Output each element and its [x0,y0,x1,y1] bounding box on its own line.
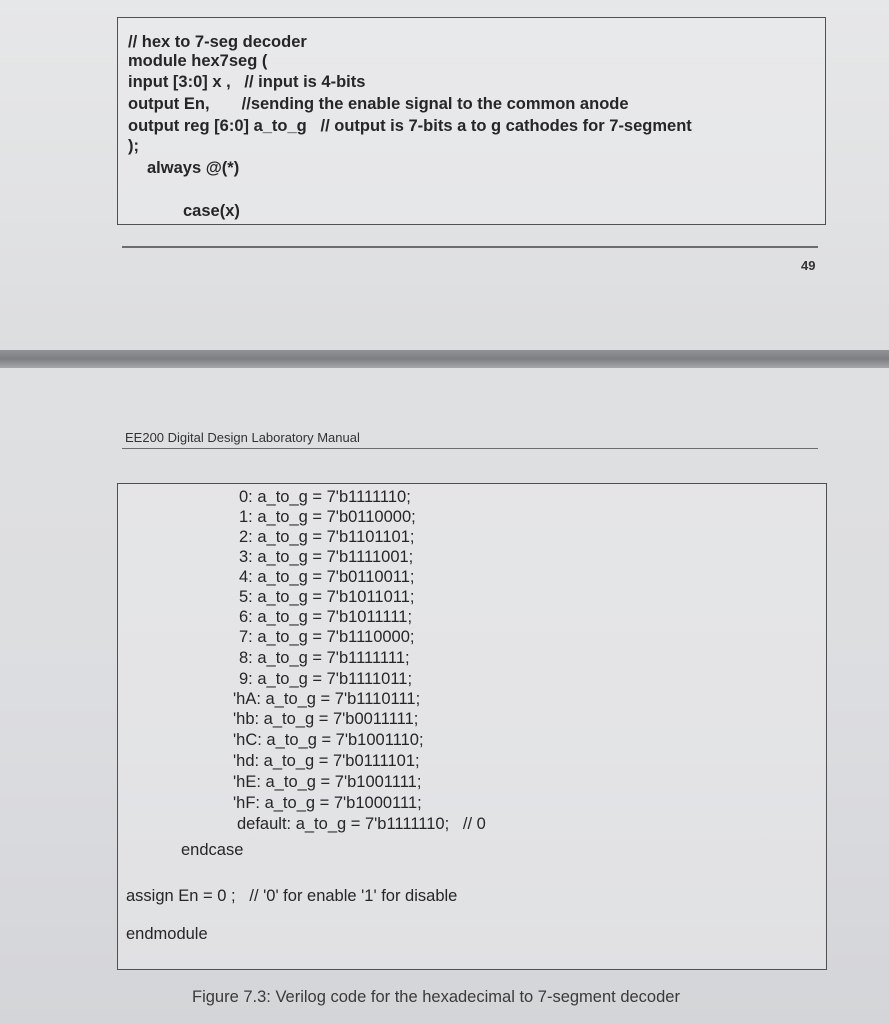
code-line-endcase: endcase [181,841,244,859]
page-number: 49 [801,258,816,273]
code-line-always: always @(*) [147,159,240,177]
figure-caption: Figure 7.3: Verilog code for the hexadecimal to 7-segment decoder [192,988,680,1006]
case-line-default: default: a_to_g = 7'b1111110; // 0 [237,815,486,833]
case-line-hA: 'hA: a_to_g = 7'b1110111; [233,690,421,708]
code-box-top [117,17,826,225]
code-line-close-paren: ); [128,137,139,155]
manual-header: EE200 Digital Design Laboratory Manual [125,430,360,445]
header-rule [122,448,818,449]
code-line-input: input [3:0] x , // input is 4-bits [128,73,366,91]
code-line-assign: assign En = 0 ; // '0' for enable '1' for disable [126,887,458,905]
code-line-module: module hex7seg ( [128,52,268,70]
case-line-4: 4: a_to_g = 7'b0110011; [239,568,415,586]
case-line-9: 9: a_to_g = 7'b1111011; [239,670,413,688]
code-line-comment: // hex to 7-seg decoder [128,33,307,51]
code-line-output-en: output En, //sending the enable signal to the common anode [128,95,629,113]
case-line-hb: 'hb: a_to_g = 7'b0011111; [233,710,419,728]
case-line-hE: 'hE: a_to_g = 7'b1001111; [233,773,422,791]
case-line-7: 7: a_to_g = 7'b1110000; [239,628,415,646]
case-line-6: 6: a_to_g = 7'b1011111; [239,608,413,626]
code-line-output-reg: output reg [6:0] a_to_g // output is 7-bits a to g cathodes for 7-segment [128,117,692,135]
top-page [0,0,889,350]
code-box-bottom [117,483,827,970]
page-separator [0,350,889,368]
page-footer-rule [122,246,818,248]
case-line-hd: 'hd: a_to_g = 7'b0111101; [233,752,420,770]
case-line-5: 5: a_to_g = 7'b1011011; [239,588,415,606]
code-line-case: case(x) [183,202,240,220]
case-line-hF: 'hF: a_to_g = 7'b1000111; [233,794,422,812]
case-line-2: 2: a_to_g = 7'b1101101; [239,528,415,546]
case-line-0: 0: a_to_g = 7'b1111110; [239,488,411,506]
case-line-8: 8: a_to_g = 7'b1111111; [239,649,410,667]
case-line-1: 1: a_to_g = 7'b0110000; [239,508,416,526]
case-line-3: 3: a_to_g = 7'b1111001; [239,548,414,566]
code-line-endmodule: endmodule [126,925,208,943]
case-line-hC: 'hC: a_to_g = 7'b1001110; [233,731,424,749]
